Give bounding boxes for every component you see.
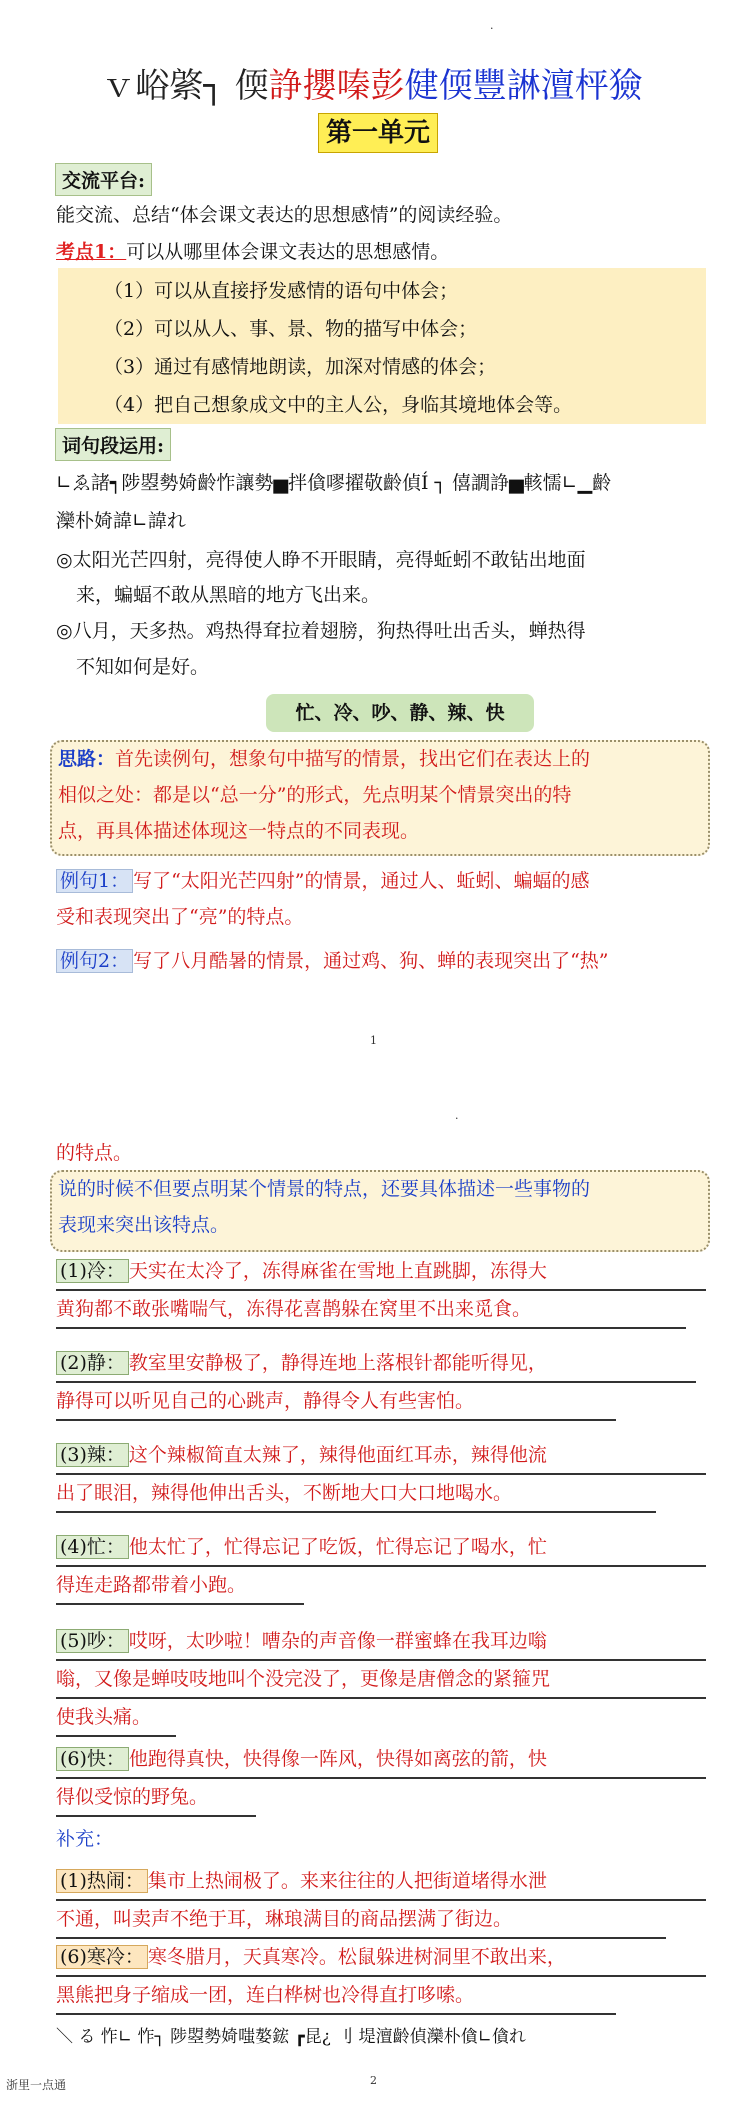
- example-2-line-1: ◎八月，天多热。鸡热得耷拉着翅膀，狗热得吐出舌头，蝉热得: [56, 620, 586, 642]
- extra-2-line-1: [56, 1942, 566, 1972]
- kaodian-item: （3）通过有感情地朗读，加深对情感的体会；: [104, 356, 497, 378]
- underline: [56, 1899, 706, 1901]
- title-part-2: 諍攖嗪彭: [268, 66, 405, 106]
- extra-text: 寒冬腊月，天真寒冷。松鼠躲进树洞里不敢出来，: [147, 1946, 566, 1968]
- answer-1-line-2: 黄狗都不敢张嘴喘气，冻得花喜鹊躲在窝里不出来觅食。: [56, 1298, 532, 1320]
- extra-2-line-2: 黑熊把身子缩成一团，连白桦树也冷得直打哆嗦。: [56, 1984, 475, 2006]
- kaodian-items-box: [58, 268, 706, 424]
- unit-heading: 第一单元: [318, 113, 438, 153]
- garbled-end-line: ＼ る 怍∟ 怍┐ 陟曌勢婍嗤嫯鋐 ┏昆¿ 刂 堤澶齡偵灤朴僋∟僋れ: [56, 2027, 526, 2047]
- answer-text: 他跑得真快，快得像一阵风，快得如离弦的箭，快: [128, 1748, 547, 1770]
- answer-4-line-1: [56, 1532, 547, 1562]
- answer-label: (3)辣：: [56, 1443, 129, 1467]
- extra-1-line-2: 不通，叫卖声不绝于耳，琳琅满目的商品摆满了街边。: [56, 1908, 513, 1930]
- extra-text: 集市上热闹极了。来来往往的人把街道堵得水泄: [147, 1870, 547, 1892]
- answer-text: 教室里安静极了，静得连地上落根针都能听得见，: [128, 1352, 547, 1374]
- answer-2-line-1: [56, 1348, 547, 1378]
- answer-text: 天实在太冷了，冻得麻雀在雪地上直跳脚，冻得大: [128, 1260, 547, 1282]
- underline: [56, 1777, 706, 1779]
- answer-3-line-1: [56, 1440, 547, 1470]
- underline: [56, 1327, 686, 1329]
- answer-5-line-2: 嗡，又像是蝉吱吱地叫个没完没了，更像是唐僧念的紧箍咒: [56, 1668, 551, 1690]
- kaodian-item: （2）可以从人、事、景、物的描写中体会；: [104, 318, 478, 340]
- page-dot: ·: [455, 1112, 459, 1125]
- liju-2-text-1: 写了八月酷暑的情景，通过鸡、狗、蝉的表现突出了“热”: [133, 950, 609, 972]
- garbled-line-2: 灤朴婍諱∟諱れ: [56, 510, 186, 532]
- garbled-line-1: ∟ゑ諸┑陟曌勢婍齡怍讓勢▅拌僋嘐擢敬齡偵Í ┐ 僖譋諍▅輆懦∟▁齡: [56, 472, 612, 494]
- silu-line-1: [58, 744, 590, 774]
- underline: [56, 1937, 666, 1939]
- answer-label: (6)快：: [56, 1747, 129, 1771]
- liju-1-line-1: [56, 866, 590, 896]
- jiaoliu-text: 能交流、总结“体会课文表达的思想感情”的阅读经验。: [56, 204, 513, 226]
- liju-2-label: 例句2：: [56, 949, 133, 973]
- answer-6-line-2: 得似受惊的野兔。: [56, 1786, 209, 1808]
- answer-4-line-2: 得连走路都带着小跑。: [56, 1574, 247, 1596]
- underline: [56, 1289, 706, 1291]
- extra-label: (6)寒冷：: [56, 1945, 148, 1969]
- underline: [56, 1697, 706, 1699]
- underline: [56, 1975, 706, 1977]
- example-1-line-2: 来，蝙蝠不敢从黑暗的地方飞出来。: [76, 584, 381, 606]
- answer-5-line-3: 使我头痛。: [56, 1706, 152, 1728]
- liju-1-label: 例句1：: [56, 869, 133, 893]
- underline: [56, 1419, 616, 1421]
- note-line-2: 表现来突出该特点。: [58, 1214, 230, 1236]
- answer-label: (4)忙：: [56, 1535, 129, 1559]
- kaodian-text: 可以从哪里体会课文表达的思想感情。: [126, 241, 450, 263]
- ciju-tag: 词句段运用:: [55, 428, 171, 461]
- underline: [56, 1815, 256, 1817]
- answer-label: (5)吵：: [56, 1629, 129, 1653]
- buchong-heading: 补充：: [56, 1828, 114, 1850]
- underline: [56, 1565, 706, 1567]
- answer-text: 这个辣椒简直太辣了，辣得他面红耳赤，辣得他流: [128, 1444, 547, 1466]
- liju-1-line-2: 受和表现突出了“亮”的特点。: [56, 906, 304, 928]
- extra-label: (1)热闹：: [56, 1869, 148, 1893]
- answer-label: (2)静：: [56, 1351, 129, 1375]
- kaodian-item: （4）把自己想象成文中的主人公，身临其境地体会等。: [104, 394, 573, 416]
- kaodian-line: [56, 237, 449, 267]
- page-title: [0, 58, 744, 107]
- silu-text-1: 首先读例句，想象句中描写的情景，找出它们在表达上的: [115, 748, 591, 770]
- answer-5-line-1: [56, 1626, 547, 1656]
- answer-2-line-2: 静得可以听见自己的心跳声，静得令人有些害怕。: [56, 1390, 475, 1412]
- words-box: 忙、冷、吵、静、辣、快: [266, 694, 534, 732]
- underline: [56, 2013, 616, 2015]
- kaodian-label: 考点1：: [56, 241, 127, 263]
- underline: [56, 1381, 696, 1383]
- underline: [56, 1603, 304, 1605]
- jiaoliu-tag: 交流平台:: [55, 163, 152, 196]
- answer-text: 他太忙了，忙得忘记了吃饭，忙得忘记了喝水，忙: [128, 1536, 547, 1558]
- silu-line-3: 点，再具体描述体现这一特点的不同表现。: [58, 820, 420, 842]
- note-line-1: 说的时候不但要点明某个情景的特点，还要具体描述一些事物的: [58, 1178, 591, 1200]
- title-part-1: ｖ峪綮┐ 偄: [101, 66, 269, 106]
- continuation-text: 的特点。: [56, 1142, 133, 1164]
- page-dot: ·: [490, 22, 494, 35]
- underline: [56, 1659, 706, 1661]
- answer-3-line-2: 出了眼泪，辣得他伸出舌头，不断地大口大口地喝水。: [56, 1482, 513, 1504]
- page-number-2: 2: [370, 2074, 377, 2087]
- example-2-line-2: 不知如何是好。: [76, 656, 210, 678]
- underline: [56, 1511, 656, 1513]
- silu-line-2: 相似之处：都是以“总一分”的形式，先点明某个情景突出的特: [58, 784, 572, 806]
- answer-6-line-1: [56, 1744, 547, 1774]
- answer-label: (1)冷：: [56, 1259, 129, 1283]
- kaodian-item: （1）可以从直接抒发感情的语句中体会；: [104, 280, 459, 302]
- title-part-3: 健偄豐諃澶枰獫: [404, 66, 643, 106]
- underline: [56, 1735, 176, 1737]
- footer-brand: 浙里一点通: [6, 2078, 67, 2092]
- liju-1-text-1: 写了“太阳光芒四射”的情景，通过人、蚯蚓、蝙蝠的感: [133, 870, 590, 892]
- liju-2-line-1: [56, 946, 609, 976]
- answer-1-line-1: [56, 1256, 547, 1286]
- answer-text: 哎呀，太吵啦！嘈杂的声音像一群蜜蜂在我耳边嗡: [128, 1630, 547, 1652]
- underline: [56, 1473, 706, 1475]
- extra-1-line-1: [56, 1866, 547, 1896]
- silu-label: 思路：: [58, 748, 116, 770]
- page-number-1: 1: [370, 1034, 377, 1047]
- example-1-line-1: ◎太阳光芒四射，亮得使人睁不开眼睛，亮得蚯蚓不敢钻出地面: [56, 549, 586, 571]
